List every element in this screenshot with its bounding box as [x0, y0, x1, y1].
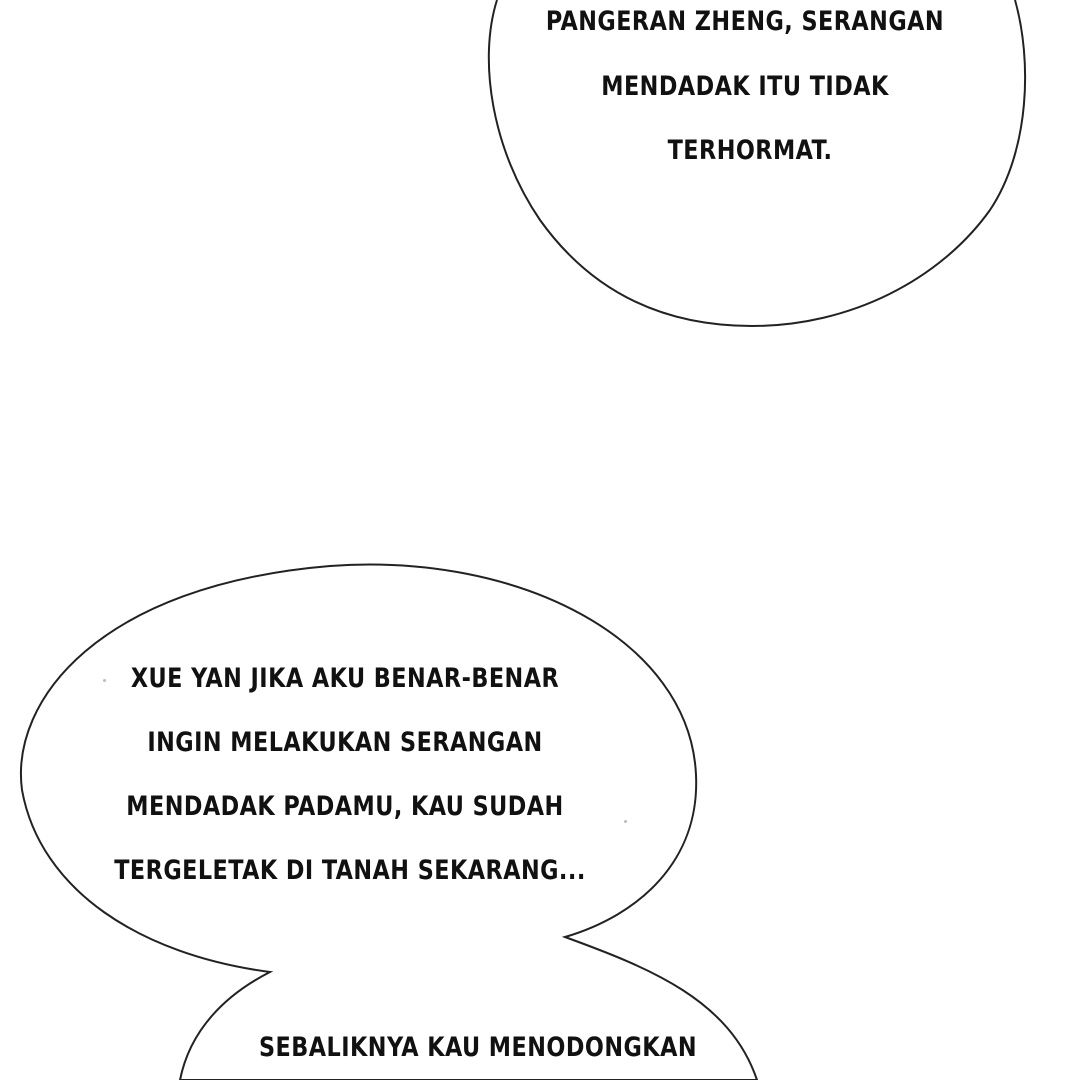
bubble-middle-line-1: XUE YAN JIKA AKU BENAR-BENAR	[130, 663, 560, 694]
speck	[103, 679, 106, 682]
bubble-middle-line-3: MENDADAK PADAMU, KAU SUDAH	[126, 791, 564, 822]
bubble-middle-line-2: INGIN MELAKUKAN SERANGAN	[147, 727, 543, 758]
bubble-bottom-line-1: SEBALIKNYA KAU MENODONGKAN	[259, 1032, 697, 1063]
bubble-middle-line-4: TERGELETAK DI TANAH SEKARANG...	[114, 855, 586, 886]
bubble-top-line-2: MENDADAK ITU TIDAK	[601, 71, 889, 102]
bubble-top-line-1: PANGERAN ZHENG, SERANGAN	[545, 6, 945, 37]
speck	[624, 820, 627, 823]
bubble-top-line-3: TERHORMAT.	[667, 135, 833, 166]
